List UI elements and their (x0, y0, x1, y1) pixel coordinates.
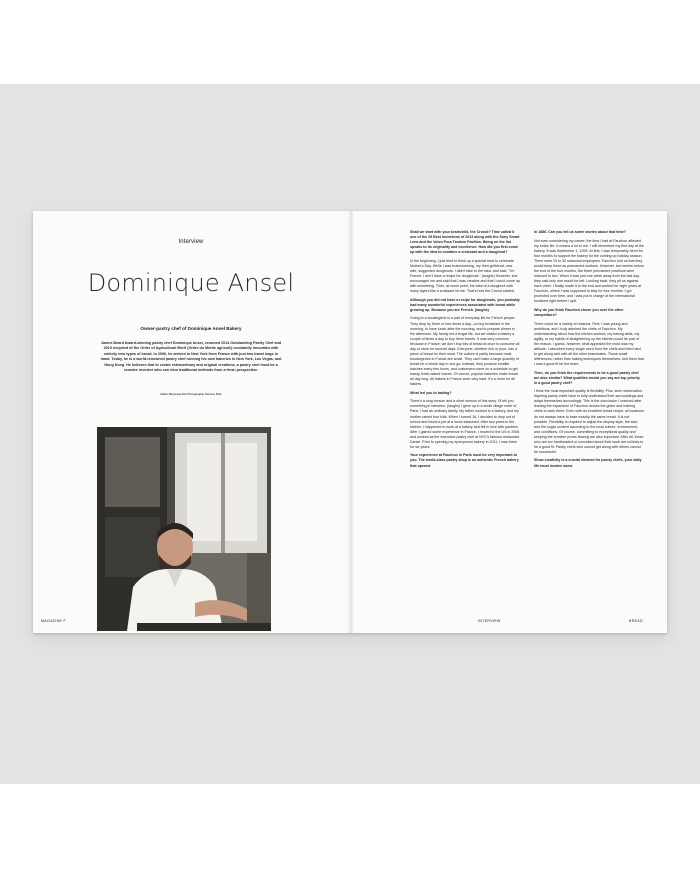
answer: There could be a variety of reasons. First, I was young and ambitious, and I truly admired the chefs of Fauchon. My understanding about how the kitchen worked, my baking skills, my agility, or my habits of straightening up the kitchen could be part of the reason. I guess, however, what appealed the most was my attitude. I absorbed every single word from the chefs and tried hard to get along well with all the other teammates. Those small differences, rather than baking techniques themselves, told them that I was a good fit for the team. (534, 321, 644, 366)
top-band (0, 0, 700, 84)
magazine-spread (33, 211, 667, 633)
footer-category: BREAD (629, 619, 643, 623)
subtitle: Owner-pastry chef of Dominique Ansel Bakery (140, 326, 242, 331)
question: Why do you think Fauchon chose you over the other competitors? (534, 307, 624, 317)
chef-portrait-photo (97, 427, 271, 631)
question: Show creativity is a crucial element for pastry chefs, your daily life must involve some (534, 458, 642, 468)
answer: Going to a boulangerie is a part of everyday life for French people. They drop by three or four times a day—to buy breakfast in the morning, to have lunch after the morning, and to prepare dinner in the afternoon. My family led a frugal life, but we visited a bakery a couple of times a day to buy fresh loaves. It was very common because in France, we don't buy lots of bread at once to consume all day or store for several days. Everyone, whether rich or poor, has a piece of bread for their meal. The culture is partly because most boulangeries in France are small. They can't bake a large quantity of bread for a whole day in one go. Instead, they produce smaller batches every few hours, and customers come on a schedule to get toasty, fresh-baked loaves. Of course, popular bakeries make bread all day long. All bakers in France work very hard. It's a norm for all bakers. (410, 316, 520, 387)
answer: In the beginning, I just tried to think up a special treat to celebrate Mother's Day. While I was brainstorming, my then-girlfriend, now wife, suggested doughnuts. I didn't take to the idea, and said, "I'm French. I don't have a recipe for doughnuts." (laughs) However, she encouraged me and said that I was creative and that I could come up with something. Then, at some point, the idea of a doughnut with many layers like a croissant hit me. That's how the Cronut started. (410, 258, 520, 294)
question: What led you to baking? (410, 390, 452, 395)
intro-paragraph: James Beard Award-winning pastry chef Dominique Ansel, crowned 2014 Outstanding Pastry Chef and 2015 recipient of the Order of Agricultural Merit (Ordre du Mérite agricole) constantly innovates with entirely new types of bread. In 2006, he arrived in New York from France with just two travel bags in hand. Today, he is a world-renowned pastry chef running his own bakeries in New York, Las Vegas, and Hong Kong. He believes that to create extraordinary and original creations, a pastry chef must be a creative investor who can view traditional methods from a fresh perspective. (100, 341, 282, 373)
answer: There's a long version and a short version of this story. I'll tell you something in between. (laughs) I grew up in a small village north of Paris. I had an ordinary family. My father worked in a factory, and my mother raised four kids. When I turned 16, I decided to drop out of school and found a job at a local restaurant. After two years in the kitchen, I happened to work at a bakery and fell in love with pastries. After I gained some experience in France, I moved to the US in 2006 and worked as the executive pastry chef at NYC's famous restaurant Daniel. Prior to opening my eponymous bakery in 2011, I was there for six years. (410, 399, 520, 449)
footer-magazine-name: MAGAZINE F (41, 619, 66, 623)
question: Then, do you think the requirements to be a good pastry chef are also similar? What qualities would you say are top priority in a good pastry chef? (534, 370, 640, 385)
question: Although you did not have a recipe for doughnuts, you probably had many wonderful experiences associated with bread while growing up. Because you are French. (laughs) (410, 297, 520, 312)
question: Shall we start with your brainchild, the Cronut? Time called it one of the 25 Best Inventions of 2013 along with the Sony Smart Lens and the Volvo Pura Tandem Pavilion. Being on the list speaks to its originality and excellence. How did you first come up with the idea to combine a croissant and a doughnut? (410, 230, 520, 255)
portrait-illustration (97, 427, 271, 631)
answer: Not even considering my career, the time I had at Fauchon affected my entire life. It means a lot to me. I still remember my first day at the bakery. It was September 1, 1999. At first, I was temporarily hired for four months to support the bakery for the coming up holiday season. There were 25 to 30 seasonal employees. Fauchon told us that they would keep three as permanent workers. However, two weeks before the end of the four months, the three permanent positions were reduced to two. When it was just one week away from the last day, they said only one would be left. Looking back, they pit us against each other. I finally made it to the end and worked for eight years at Fauchon, where I was supposed to stay for four months. I got promoted over time, and I was put in charge of the international locations right before I quit. (534, 238, 644, 304)
question: Your experience at Fauchon in Paris must be very important to you. The world-class pastry shop is an authentic French bakery that opened (410, 453, 519, 468)
page-title: Dominique Ansel (87, 269, 295, 297)
answer: I think the most important quality is flexibility. Plus, keen observation. Aspiring pastry chefs have to fully understand their surroundings and adapt themselves accordingly. This is the conclusion I reached after leading the expansion of Fauchon across the globe and training chefs to work there. Even with an excellent bread recipe, all locations do not always have to bake exactly the same bread. It is not possible. Flexibility is required to adjust the display style, the size, and the sugar content according to the local culture, environment, and conditions. Of course, committing to exceptional quality and keeping the creative prows flowing are also important. After all, those who are too hardheaded or conceited about their work are unlikely to be a good fit. Pastry chefs who cannot get along with others cannot be successful. (534, 389, 644, 454)
question: in 1886. Can you tell us some stories about that time? (534, 230, 626, 234)
bottom-band (0, 784, 700, 869)
text-column-2 (534, 230, 644, 472)
section-label: Interview (178, 239, 204, 245)
footer-section-name: INTERVIEW (478, 619, 501, 623)
credits: Editor Minyoung Kim Photographer Sunwoo Park (160, 393, 222, 396)
text-column-1 (410, 230, 520, 472)
